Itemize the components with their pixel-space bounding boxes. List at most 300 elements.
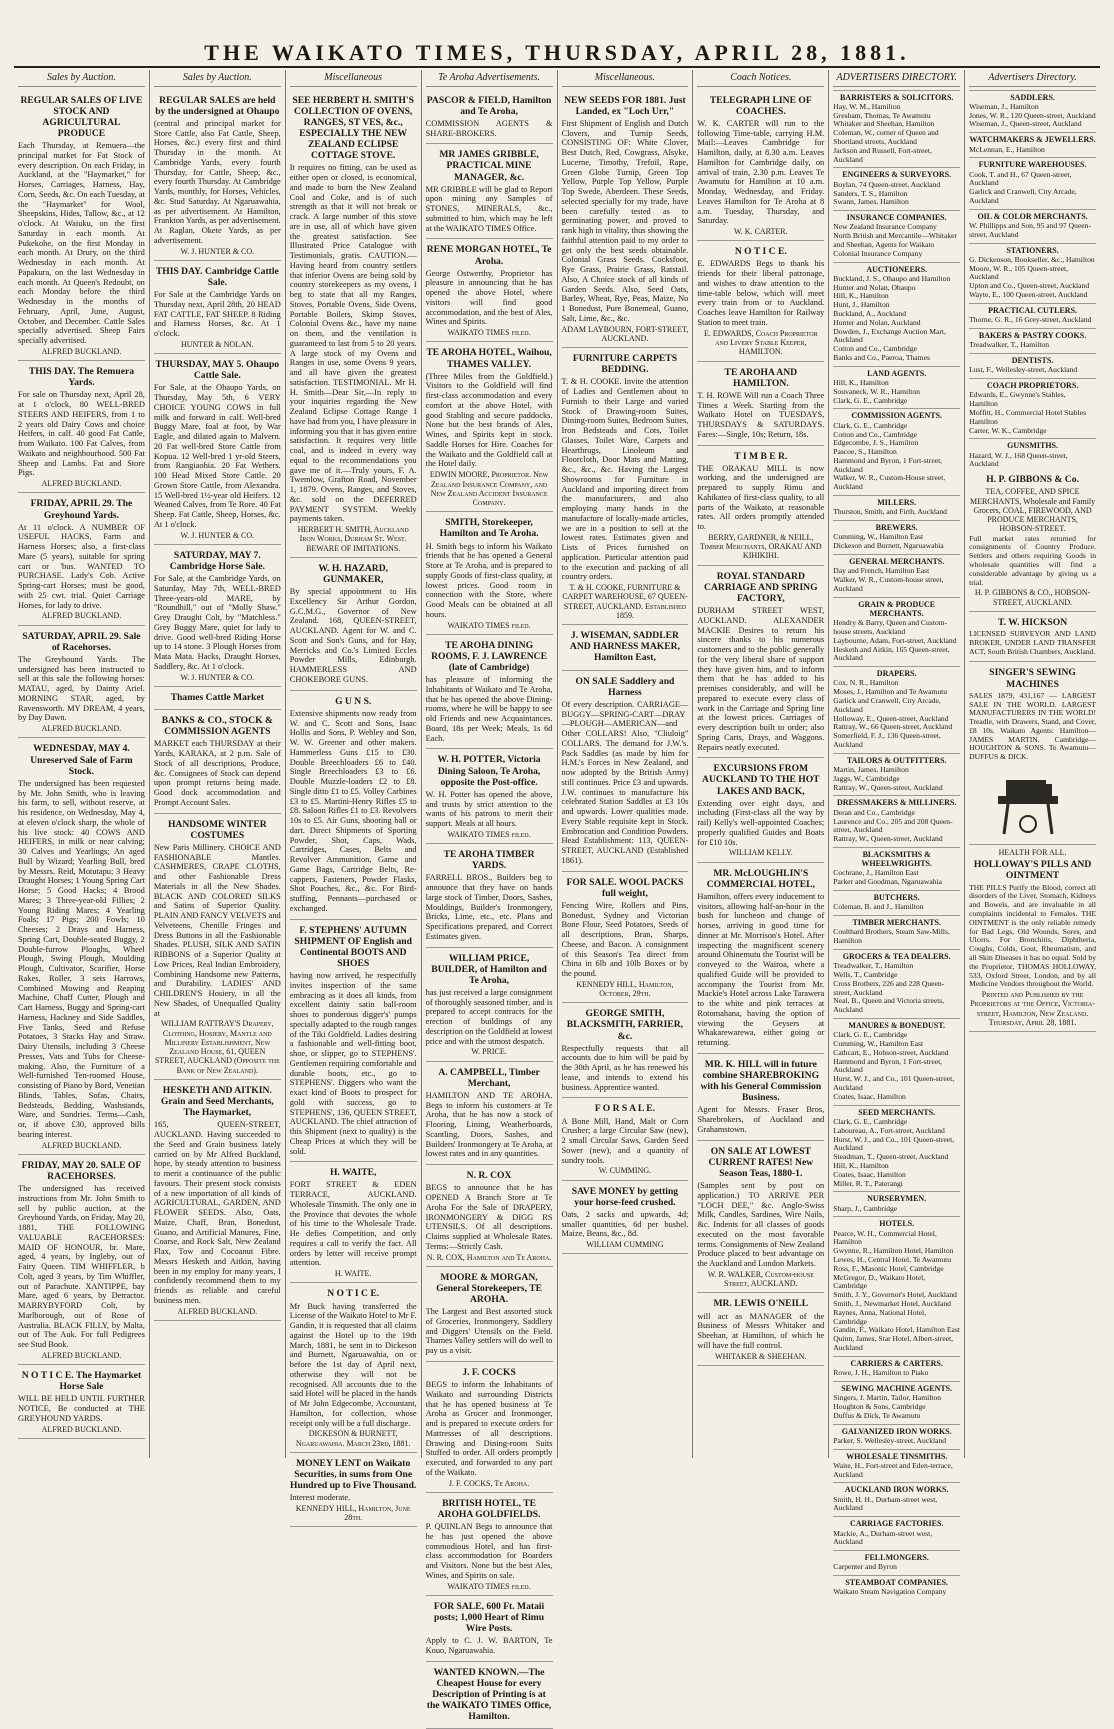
ad-signature: WILLIAM CUMMING	[586, 1240, 664, 1250]
advertisement	[697, 90, 824, 242]
advertisement	[154, 261, 281, 354]
directory-entry: Miller, R. T., Paterangi	[833, 1178, 903, 1188]
directory-section: GENERAL MERCHANTS.	[833, 554, 960, 566]
directory-entry: McLennan, E., Hamilton	[969, 144, 1045, 154]
ad-signature: T. & H. COOKE, FURNITURE & CARPET WAREHOUSE, 67 QUEEN-STREET, AUCKLAND. Established 1859.	[562, 583, 688, 620]
directory-entry: Hesketh and Aitkin, 165 Queen-street, Auckland	[833, 644, 950, 663]
ad-title: G U N S.	[335, 695, 372, 707]
ad-title: W. H. POTTER, Victoria Dining Saloon, Te Aroha, opposite the Post-office.	[437, 754, 541, 788]
ad-title: BRITISH HOTEL, TE AROHA GOLDFIELDS.	[437, 1497, 541, 1520]
column-heading: Te Aroha Advertisements.	[426, 72, 553, 87]
advertisement	[426, 844, 553, 948]
advertisement	[426, 635, 553, 750]
directory-section: TAILORS & OUTFITTERS.	[833, 753, 960, 765]
directory-section: COACH PROPRIETORS.	[969, 378, 1096, 390]
ad-title: N O T I C E.	[734, 246, 787, 258]
directory-entry: Hunt, J., Hamilton	[833, 300, 890, 310]
ad-signature: HERBERT H. SMITH, Auckland Iron Works, Durham St. West. BEWARE OF IMITATIONS.	[297, 525, 409, 553]
ad-title: TELEGRAPH LINE OF COACHES.	[709, 94, 812, 117]
directory-section: DENTISTS.	[969, 353, 1096, 365]
ad-title: F O R S A L E.	[594, 1103, 656, 1115]
ad-signature: ALFRED BUCKLAND.	[41, 1350, 122, 1360]
ad-title: THIS DAY. The Remuera Yards.	[28, 366, 135, 389]
directory-section: TIMBER MERCHANTS.	[833, 915, 960, 927]
column-4	[422, 70, 558, 1723]
directory-entry: Souvaneck, W. R., Hamilton	[833, 386, 920, 396]
ad-body: 165, QUEEN-STREET, AUCKLAND. Having succeeded to the Seed and Grain business lately carried on by Mr Alfred Buckland, hope, by steady attention to business to merit a continuance of the public favours. Their present stock consists of a new importation of all kinds of AGRICULTURAL, GARDEN, AND FLOWER SEEDS. Also, Oats, Maize, Chaff, Bran, Bonedust, Guano, and Artificial Manures, Fine, Coarse, and Rock Salt, New Zealand Flax, Tow and Cocoanut Fibre. Messrs Hesketh and Aitkin, having been in my employ for many years, I confidently recommend them to my friends as reliable and careful business men.	[153, 1120, 281, 1305]
directory-entry: North British and Mercantile—Whitaker and Sheehan, Agents for Waikato	[833, 231, 958, 249]
advertisement	[426, 1165, 553, 1267]
directory-entry: Coleman, B. and J., Hamilton	[833, 902, 924, 912]
advertisement	[154, 1080, 281, 1321]
directory-entry: Cox, N. R., Hamilton	[833, 678, 899, 688]
column-heading: Miscellaneous	[290, 72, 417, 87]
ad-body: MR GRIBBLE will be glad to Report upon mining any Samples of STONES, MINERALS, &c., submitted to him, which may be left at the WAIKATO TIMES Office.	[425, 184, 553, 233]
directory-entry: Sharp, J., Cambridge	[833, 1203, 898, 1213]
directory-entry: Quinn, James, Star Hotel, Albert-street, Auckland	[833, 1334, 954, 1352]
directory-entry: Carpenter and Byron	[833, 1562, 897, 1572]
ad-body: P. QUINLAN Begs to announce that he has just opened the above commodious Hotel, and has first-class accommodation for Boarders and Visitors. None but the best Ales, Wines, and Spirits on sale.	[425, 1522, 553, 1580]
ad-title: FRIDAY, APRIL 29. The Greyhound Yards.	[30, 498, 133, 521]
ad-body: (Samples sent by post on application.) TO ARRIVE PER "LOCH DEE," &c. Anglo-Swiss Milk, Candles, Sardines, Wire Nails, &c. Indents for all classes of goods executed on the most favorable terms. Consignments of New Zealand Produce placed to best advantage on the Auckland and London Markets.	[697, 1181, 825, 1269]
gibbons-subtitle: TEA, COFFEE, AND SPICE MERCHANTS, Wholesale and Family Grocers, COAL, FIREWOOD, AND PRODUCE MERCHANTS, HOBSON-STREET.	[969, 487, 1096, 534]
ad-body: (central and principal market for Store Cattle, also Fat Cattle, Sheep, Horses, &c.) every first and third Thursday in the month. At Cambridge Yards, every fourth Thursday, for Cattle, Sheep, &c., every fourth Thursday. At Cambridge Yards, monthly, for Horses, Vehicles, &c. Stud Saturday. At Ngaruawahia, as per advertisement. At Hamilton, Frankton Yards, as per advertisement. At Raglan, Okete Yards, as per advertisement.	[153, 118, 281, 245]
ad-signature: W. CUMMING.	[598, 1166, 652, 1176]
directory-section: GALVANIZED IRON WORKS.	[833, 1424, 960, 1436]
directory-entry: Pearce, W. H., Commercial Hotel, Hamilton	[833, 1228, 937, 1247]
advertisement	[426, 749, 553, 844]
directory-section: BLACKSMITHS & WHEELWRIGHTS.	[833, 847, 960, 869]
directory-entry: Coulthard Brothers, Steam Saw-Mills, Hamilton	[833, 927, 950, 946]
directory-entry: Somerfield, F. J., 136 Queen-street, Auckland	[833, 731, 941, 750]
ad-signature: W. J. HUNTER & CO.	[180, 246, 255, 256]
directory-entry: Moses, J., Hamilton and Te Awamutu	[833, 687, 948, 697]
directory-entry: Hunter and Nolan, Ohaupo	[833, 282, 916, 292]
directory-entry: Rattray, W., Queen-street, Auckland	[833, 834, 943, 844]
directory-section: NURSERYMEN.	[833, 1191, 960, 1203]
directory-entry: Hamilton	[969, 416, 998, 426]
ad-body: Of every description. CARRIAGE—BUGGY—SPRING-CART—DRAY—PLOUGH—AMERICAN—and Other COLLARS! Also, "Cliuloig" COLLARS. The demand for J.W.'s. Pack Saddles (as made by him for H.M.'s Forces in New Zealand, and now adopted by the British Army) still continues. Price £3 and upwards. J.W. continues to manufacture his celebrated Station Saddles at £3 10s and upwards. Lower qualities made. Every Stable requisite kept in Stock. Embrocation and Condition Powders. Head Establishment: 113, QUEEN-STREET, AUCKLAND (Established 1861).	[561, 699, 689, 865]
ad-body: At 11 o'clock. A NUMBER OF USEFUL HACKS, Farm and Harness Horses; also, a first-class Mare (5 years), suitable for spring cart or 'bus. WANTED TO PURCHASE. Lady's Cob. Active Spring-cart Horses; must be good, with 25 cwt. trial. Quiet Carriage Horses, for lady to drive.	[18, 522, 145, 610]
directory-entry: Duffus & Dick, Te Awamutu	[833, 1410, 921, 1420]
ad-title: T I M B E R.	[734, 450, 788, 462]
advertisement	[18, 1155, 145, 1365]
column-5	[558, 70, 694, 1458]
ad-title: SAVE MONEY by getting your horse-feed crushed.	[571, 1185, 679, 1208]
ad-title: BANKS & CO., STOCK & COMMISSION AGENTS	[161, 715, 273, 738]
ad-body: Each Thursday, at Remuera—the principal market for Fat Stock of every description. On each Friday, in Auckland, at the "Haymarket," for Horses, Carriages, Harness, Hay, Corn, Seeds, &c. On each Tuesday, at the "Haymarket" for Wool, Sheepskins, Hides, Tallow, &c., at 12 o'clock. At Waiuku, on the first Saturday in each month. At Pukekohe, on the first Monday in each month. At Drury, on the third Wednesday in each month. At Papakura, on the last Wednesday in each month. At Queen's Redoubt, on each Monday before the third Wednesday in the months of February, April, June, August, October, and December. Cattle Sales specially advertised. Sheep Fairs specially advertised.	[18, 141, 145, 346]
advertisement	[154, 354, 281, 545]
ad-title: FOR SALE, 600 Ft. Mataii posts; 1,000 Heart of Rimu Wire Posts.	[433, 1600, 545, 1635]
directory-entry: Coates, Isaac, Hamilton	[833, 1091, 906, 1101]
directory-entry: Cumming, W., Hamilton East	[833, 532, 924, 542]
sewing-machine-illustration	[969, 766, 1096, 836]
ad-signature: ALFRED BUCKLAND.	[41, 724, 122, 734]
directory-entry: Day and French, Hamilton East	[833, 566, 930, 576]
directory-section: GUNSMITHS.	[969, 438, 1096, 450]
ad-signature: BERRY, GARDNER, & NEILL, Timber Merchants, ORAKAU AND KIHIKIHI.	[699, 532, 822, 561]
directory-section: MANURES & BONEDUST.	[833, 1018, 960, 1030]
directory-section: FURNITURE WAREHOUSES.	[969, 157, 1096, 169]
ad-title: PASCOR & FIELD, Hamilton and Te Aroha,	[426, 94, 552, 117]
ad-body: has just received a large consignment of thoroughly seasoned timber, and is prepared to accept contracts for the erection of buildings of any description on the Goldfield at lowest price and with the utmost despatch.	[425, 987, 553, 1046]
directory-section: MILLERS.	[833, 495, 960, 507]
advertisement	[562, 872, 689, 1004]
directory-entry: Clark, G. E., Cambridge	[833, 1116, 908, 1126]
column-heading: Sales by Auction.	[154, 72, 281, 87]
directory-entry: Hunter and Nolan, Auckland	[833, 317, 921, 327]
advertisement	[697, 1293, 824, 1365]
directory-entry: Martin, James, Hamilton	[833, 765, 909, 775]
ad-signature: WAIKATO TIMES filed.	[447, 620, 531, 630]
directory-entry: Parker, S. Wellesley-street, Auckland	[833, 1435, 947, 1445]
directory-section: BREWERS.	[833, 520, 960, 532]
masthead-title: THE WAIKATO TIMES, THURSDAY, APRIL 28, 1881.	[204, 40, 910, 65]
ad-body: Respectfully requests that all accounts due to him will be paid by the 30th April, as he has renewed his lease, and intends to extend his business. Apprentice wanted.	[561, 1043, 689, 1092]
ad-signature: WHITAKER & SHEEHAN.	[715, 1351, 807, 1361]
directory-section: PRACTICAL CUTLERS.	[969, 303, 1096, 315]
gibbons-advertisement	[969, 469, 1096, 612]
advertisement	[426, 1493, 553, 1596]
advertisement	[697, 566, 824, 759]
directory-section: FELLMONGERS.	[833, 1550, 960, 1562]
directory-entry: Jackson and Russell, Fort-street, Auckland	[833, 145, 932, 164]
ad-title: FRIDAY, MAY 20. SALE OF RACEHORSES.	[21, 1159, 142, 1182]
directory-entry: W. Phillipps and Son, 95 and 97 Queen-street, Auckland	[969, 221, 1091, 239]
ad-signature: ALFRED BUCKLAND.	[41, 1424, 122, 1434]
ad-body: Extensive shipments now ready from W. and C. Scott and Sons, Isaac Hollis and Sons, P. Webley and Son, W. W. Greener and other makers. Hammerless Guns £15 to £30. Double Breechloaders £6 to £40. Single Breechloaders £3 to £6. Double Muzzle-loaders £2 to £8. Single ditto £1 to £5. Volley Carbines £3 to £5. Martini-Henry Rifles £5 to £8. Saloon Rifles £1 to £3. Revolvers 10s to £5. Air Guns, shooting ball or dart. Direct Shipments of Sporting Powder, Shot, Caps, Wads, Cartridges, Cases, Belts and Revolver Ammunition, Game and Game Bags, Cartridge Belts, Re-cappers, Fasteners, Powder Flasks, Shot Pouches, &c., &c. For Bird-stuffing, Pennants—purchased or exchanged.	[289, 708, 417, 913]
ad-body: FORT STREET & EDEN TERRACE, AUCKLAND. Wholesale Tinsmith. The only one in the Province that devotes the whole of his time to the Wholesale Trade. He defies Competition, and only requires a call to verify the fact. All orders by letter will receive prompt attention.	[289, 1180, 417, 1268]
directory-entry: Boylan, 74 Queen-street, Auckland	[833, 179, 941, 189]
directory-entry: Gwynne, R., Hamilton Hotel, Hamilton	[833, 1246, 954, 1256]
advertisement	[290, 558, 417, 691]
directory-entry: Hammond and Byron, 1 Fort-street, Auckland	[833, 1056, 943, 1075]
directory-entry: Singers, J. Martin, Tailor, Hamilton	[833, 1393, 942, 1403]
directory-entry: Sanders, T. S., Hamilton	[833, 188, 908, 198]
directory-entry: Hill, K., Hamilton	[833, 1160, 889, 1170]
advertisement	[290, 90, 417, 558]
directory-entry: Ross, F., Masonic Hotel, Cambridge	[833, 1263, 944, 1273]
directory-entry: Hurst, W. J., and Co., 101 Queen-street, Auckland	[833, 1074, 955, 1093]
directory-entry: Banks and Co., Paeroa, Thames	[833, 352, 930, 362]
directory-entry: Jaggs, W., Cambridge	[833, 773, 900, 783]
directory-section: OIL & COLOR MERCHANTS.	[969, 209, 1096, 221]
ad-title: RENE MORGAN HOTEL, Te Aroha.	[426, 244, 552, 267]
advertisement	[562, 671, 689, 872]
holloway-head: HEALTH FOR ALL.	[998, 848, 1067, 858]
ad-body: DURHAM STREET WEST, AUCKLAND. ALEXANDER MACKIE Desires to return his sincere thanks to his numerous customers and to the public generally for the very liberal share of support they have given him, and to inform them that he has added to his premises considerably, and will be prepared to execute every class of work in the Carriage and Spring line at the lowest prices. Carriages of every description built to order; also Spring Carts, Drays, and Waggons. Repairs neatly executed.	[697, 606, 825, 752]
ad-signature: W. J. HUNTER & CO.	[180, 530, 255, 540]
ad-title: MONEY LENT on Waikato Securities, in sums from One Hundred up to Five Thousand.	[290, 1457, 417, 1492]
ad-title: HANDSOME WINTER COSTUMES	[167, 818, 267, 841]
ad-title: N O T I C E.	[327, 1288, 380, 1300]
directory-section: ENGINEERS & SURVEYORS.	[833, 167, 960, 179]
ad-body: THE ORAKAU MILL is now working, and the undersigned are prepared to supply Rimu and Kahikatea of first-class quality, to all parts of the Waikato, at reasonable rates. All orders promptly attended to.	[697, 463, 825, 532]
advertisement	[154, 90, 281, 261]
ad-title: SATURDAY, MAY 7. Cambridge Horse Sale.	[169, 549, 265, 573]
ad-title: MR. LEWIS O'NEILL	[713, 1298, 809, 1310]
directory-entry: Gresham, Thomas, Te Awamutu	[833, 110, 931, 120]
ad-signature: J. F. COCKS, Te Aroha.	[448, 1478, 530, 1488]
directory-entry: Coleman, W., corner of Queen and Shortland streets, Auckland	[833, 128, 939, 147]
advertisement	[426, 342, 553, 512]
directory-entry: Rattray, W., Queen-street, Auckland	[833, 782, 943, 792]
ad-body: A Bone Mill, Hand, Malt or Corn Crusher; a large Circular Saw (new), 2 small Circular Saws, Garden Seed Sower (new), and a quantity of sundry tools.	[561, 1116, 689, 1165]
ad-signature: N. R. COX, Hamilton and Te Aroha.	[426, 1252, 552, 1262]
advertisement	[697, 362, 824, 446]
directory-entry: Dowden, J., Exchange Auction Mart, Auckland	[833, 326, 946, 345]
directory-entry: Wayte, E., 100 Queen-street, Auckland	[969, 290, 1088, 300]
directory-entry: Laybourne, Adam, Fort-street, Auckland	[833, 635, 957, 645]
ad-body: Oats, 2 sacks and upwards, 4d; smaller quantities, 6d per bushel. Maize, Beans, &c., 8d.	[561, 1209, 689, 1239]
advertisement	[697, 1054, 824, 1141]
advertisement	[562, 90, 689, 349]
directory-entry: Swann, James, Hamilton	[833, 197, 909, 207]
ad-title: MR JAMES GRIBBLE, PRACTICAL MINE MANAGER, &c.	[439, 149, 539, 183]
gibbons-title: H. P. GIBBONS & Co.	[986, 474, 1079, 486]
directory-entry: Hurst, W. J., and Co., 101 Queen-street, Auckland	[833, 1134, 955, 1153]
advertisement	[426, 1362, 553, 1493]
ad-title: WEDNESDAY, MAY 4. Unreserved Sale of Farm Stock.	[30, 743, 133, 777]
ad-signature: ALFRED BUCKLAND.	[41, 346, 122, 356]
ad-title: MOORE & MORGAN, General Storekeepers, TE AROHA.	[436, 1271, 543, 1306]
ad-body: New Paris Millinery. CHOICE AND FASHIONABLE Mantles. CASHMERES, CRAPE CLOTHS, and other Fashionable Dress Materials in all the New Shades. BLACK AND COLORED SILKS and Satins of Superior Quality. PLAIN AND FANCY VELVETS and Velveteens, Chenille Fringes and Dress Buttons in all the Fashionable Shades. PLUSH, SILK AND SATIN RIBBONS of a Superior Quality at Low Prices, Real Indian Embroidery, Combining Handsome new Patterns, and Durability. LADIES' AND CHILDREN'S Hosiery, in all the New Shades, of Unequalled Quality at	[153, 842, 281, 1018]
ad-title: THURSDAY, MAY 5. Ohaupo Cattle Sale.	[155, 359, 280, 382]
ad-body: BEGS to announce that he has OPENED A Branch Store at Te Aroha For the Sale of DRAPERY, IRONMONGERY & DIGG RS UTENSILS. Of all descriptions. Claims supplied at Wholesale Rates. Terms:—Strictly Cash.	[425, 1183, 553, 1251]
singer-title: SINGER'S SEWING MACHINES	[989, 667, 1076, 690]
ad-body: For Sale at the Cambridge Yards on Thursday next, April 28th, 20 HEAD FAT CATTLE, FAT SHEEP. 8 Riding and Harness Horses, &c. At 1 o'clock.	[153, 290, 281, 339]
directory-entry: Treadwalker, T., Hamilton	[969, 340, 1050, 350]
advertisement	[697, 863, 824, 1054]
column-heading: Coach Notices.	[697, 72, 824, 87]
ad-title: J. WISEMAN, SADDLER AND HARNESS MAKER, Hamilton East,	[569, 630, 680, 664]
directory-entry: Cathcart, E., Hobson-street, Auckland	[833, 1047, 949, 1057]
gibbons-body: Full market rates returned for consignments of Country Produce. Settlers and others requiring Goods in wholesale quantities will find a considerable advantage by giving us a trial.	[969, 533, 1096, 587]
ad-body: Hamilton, offers every inducement to visitors, allowing half-an-hour in the bush for luncheon and change of horses, arriving in good time for dinner at Mr. Morrison's Hotel. After inspecting the magnificent scenery around Ohinemutu the Tourist will be conveyed to the Wairoa, where a qualified Guide will be provided to accompany the Tourist from Mr. Mackie's Hotel across Lake Tarawera to the white and pink terraces at Rotomahana, having the option of viewing the Geysers at Whakarewarewa, either going or returning.	[697, 891, 825, 1048]
directory-section: SADDLERS.	[969, 90, 1096, 102]
ad-body: For Sale, at the Ohaupo Yards, on Thursday, May 5th, 6 VERY CHOICE YOUNG COWS in full milk and forward in calf. Well-bred Buggy Mare, foal at foot, by War Eagle, and dilated again to Malvern. 20 Fat well-bred Store Cattle from Kopua. 12 Well-bred 1 yr-old Steers, from Rangiaohia. 20 Fat Wethers. 100 Head Mixed Store Cattle. 20 Grown Store Cattle, from Alexandra. 15 Well-bred 1½-year old Heifers. 12 Weaned Calves, from Te Rore. 40 Fat Sheep. Fat Cattle, Sheep, Horses, &c. At 1 o'clock.	[153, 383, 281, 529]
ad-title: ON SALE Saddlery and Harness	[575, 675, 675, 698]
directory-section: AUCKLAND IRON WORKS.	[833, 1482, 960, 1494]
directory-section: WHOLESALE TINSMITHS.	[833, 1449, 960, 1461]
directory-entry: Raynes, Anna, National Hotel, Cambridge	[833, 1307, 927, 1326]
ad-title: GEORGE SMITH, BLACKSMITH, FARRIER, &c.	[566, 1008, 684, 1042]
hickson-advertisement	[969, 612, 1096, 663]
directory-entry: Holloway, E., Queen-street, Auckland	[833, 713, 949, 723]
advertisement	[426, 1062, 553, 1166]
advertisement	[562, 625, 689, 670]
directory-section: GRAIN & PRODUCE MERCHANTS.	[833, 597, 960, 619]
advertisement	[154, 545, 281, 687]
ad-signature: W. R. WALKER, Custom-house Street, AUCKLAND.	[707, 1269, 814, 1289]
ad-body: HAMILTON AND TE AROHA. Begs to inform his customers at Te Aroha, that he has now a stock of Flooring, Lining, Weatherboards, Scantling, Doors, Sashes, and Builders' Ironmongery at Te Aroha, at lowest rates and in any quantities.	[425, 1090, 553, 1159]
advertisement	[426, 512, 553, 635]
advertisement	[562, 1003, 689, 1098]
column-3	[286, 70, 422, 1523]
ad-signature: DICKESON & BURNETT, Ngaruawahia. March 23rd, 1881.	[295, 1429, 411, 1448]
advertisement	[290, 1283, 417, 1452]
ad-signature: ALFRED BUCKLAND.	[177, 1306, 258, 1316]
ad-signature: WILLIAM KELLY.	[728, 848, 793, 858]
directory-entry: Dickeson and Burnett, Ngaruawahia	[833, 541, 944, 551]
column-heading: Miscellaneous.	[562, 72, 689, 87]
directory-entry: Moore, W. R., 105 Queen-street, Auckland	[969, 263, 1069, 282]
directory-entry: Walker, W. R., Custom-house street, Auckland	[833, 575, 944, 593]
ad-signature: EDWIN MOORE, Proprietor. New Zealand Insurance Company, and New Zealand Accident Insurance Company.	[429, 470, 549, 508]
directory-section: BARRISTERS & SOLICITORS.	[833, 90, 960, 102]
ad-title: A. CAMPBELL, Timber Merchant,	[438, 1066, 540, 1089]
advertisement	[18, 361, 145, 493]
directory-entry: Clark, G. E., Cambridge	[833, 420, 908, 430]
ad-signature: HUNTER & NOLAN.	[180, 339, 254, 349]
directory-entry: Pascoe, S., Hamilton	[833, 447, 897, 457]
ad-body: Fencing Wire, Rollers and Pins, Bonedust, Sydney and Victorian Bone Flour, Seed Potatoes, Seeds of all descriptions, Bran, Sharps, Cheese, and Bacon. A consignment of this Season's Tea direct from China in 6lb and 10lb Boxes or by the pound.	[561, 900, 689, 979]
directory-entry: Upton and Co., Queen-street, Auckland	[969, 281, 1090, 291]
ad-title: TE AROHA TIMBER YARDS.	[443, 849, 535, 872]
ad-signature: KENNEDY HILL, Hamilton, October, 29th.	[576, 979, 674, 999]
directory-section: DRAPERS.	[833, 666, 960, 678]
directory-entry: Lust, F., Wellesley-street, Auckland	[969, 365, 1078, 375]
directory-section: DRESSMAKERS & MILLINERS.	[833, 795, 960, 807]
ad-title: J. F. COCKS	[462, 1366, 516, 1378]
advertisement	[18, 493, 145, 625]
directory-section: STEAMBOAT COMPANIES.	[833, 1575, 960, 1587]
hickson-body: LICENSED SURVEYOR AND LAND BROKER, UNDER LAND TRANSFER ACT, South British Chambers, Auckland.	[969, 629, 1096, 656]
directory-entry: Thorne, G. R., 16 Grey-street, Auckland	[969, 315, 1092, 325]
holloway-body: THE PILLS Purify the Blood, correct all disorders of the Liver, Stomach, Kidneys and Bowels, and are invaluable in all complaints incidental to Females. THE OINTMENT is the only reliable remedy for Bad Legs, Old Wounds, Sores, and Ulcers. For Bronchitis, Diphtheria, Coughs, Colds, Gout, Rheumatism, and all Skin Diseases it has no equal. Sold by the Proprietor, THOMAS HOLLOWAY, 533, Oxford Street, London, and by all Medicine Vendors throughout the World.	[969, 882, 1096, 989]
directory-entry: Whitaker and Sheehan, Hamilton	[833, 119, 935, 129]
advertisement	[426, 239, 553, 342]
ad-title: HESKETH AND AITKIN. Grain and Seed Merchants, The Haymarket,	[160, 1084, 274, 1119]
directory-entry: G. Dickenson, Bookseller, &c., Hamilton	[969, 254, 1095, 264]
directory-section: COMMISSION AGENTS.	[833, 408, 960, 420]
ad-signature: WAIKATO TIMES filed.	[447, 1581, 531, 1591]
ad-body: By special appointment to His Excellency Sir Arthur Gordon, G.C.M.G., Governor of New Zealand. 168, QUEEN-STREET, AUCKLAND. Agent for W. and C. Scott and Son's Guns, and for Hay, Merricks and Co.'s Limited Eccles Powder Mills, Edinburgh. HAMMERLESS AND CHOKEBORE GUNS.	[289, 587, 417, 684]
directory-entry: McGregor, D., Waikato Hotel, Cambridge	[833, 1272, 926, 1291]
ad-title: REGULAR SALES are held by the undersigned at Ohaupo	[155, 94, 280, 117]
directory-entry: Hammond and Byron, 1 Fort-street, Auckland	[833, 455, 943, 474]
directory-entry: Colonial Insurance Company	[833, 248, 923, 258]
advertisement	[426, 144, 553, 239]
gibbons-signature: H. P. GIBBONS & CO., HOBSON-STREET, AUCKLAND.	[974, 588, 1091, 607]
directory-entry: Coates, Isaac, Hamilton	[833, 1169, 906, 1179]
advertisement	[697, 446, 824, 566]
directory-entry: Rowe, J. H., Hamilton to Piako	[833, 1368, 929, 1378]
directory-entry: Edgecombe, J. S., Hamilton	[833, 438, 919, 448]
ad-title: TE AROHA DINING ROOMS, F. J. LAWRENCE (late of Cambridge)	[431, 639, 547, 674]
ad-signature: W. J. HUNTER & CO.	[180, 672, 255, 682]
ad-title: SEE HERBERT H. SMITH'S COLLECTION OF OVENS, RANGES, ST VES, &c., ESPECIALLY THE NEW ZEALAND ECLIPSE COTTAGE STOVE.	[292, 94, 414, 162]
ad-body: Agent for Messrs. Fraser Bros, Sharebrokers, of Auckland and Grahamstown.	[697, 1105, 825, 1134]
ad-body: has pleasure of informing the Inhabitants of Waikato and Te Aroha, that he has opened the above Dining-rooms, where he will be happy to see old Friends and new Acquaintances. Board, 18s per Week; Meals, 1s 6d Each.	[425, 675, 553, 743]
ad-signature: WAIKATO TIMES filed.	[447, 829, 531, 839]
ad-title: WILLIAM PRICE, BUILDER, of Hamilton and Te Aroha,	[431, 952, 547, 986]
ad-signature: ALFRED BUCKLAND.	[41, 1140, 122, 1150]
ad-title: Thames Cattle Market	[170, 691, 264, 703]
directory-heading: Advertisers Directory.	[969, 72, 1096, 87]
directory-entry: Cross Brothers, 226 and 228 Queen-street, Auckland	[833, 978, 945, 997]
advertisement	[290, 920, 417, 1163]
singer-advertisement	[969, 662, 1096, 845]
columns-area	[14, 70, 1100, 1723]
ad-body: WILL BE HELD UNTIL FURTHER NOTICE, Be conducted at THE GREYHOUND YARDS.	[18, 1394, 145, 1423]
holloway-advertisement	[969, 845, 1096, 1032]
advertisement	[697, 241, 824, 361]
ad-body: For sale on Thursday next, April 28, at 1 o'clock, 80 WELL-BRED STEERS AND HEIFERS, from 1 to 2 years old Dairy Cows and choice Heifers, in calf. 40 good Fat Cattle, from Waikato. 100 Fat Calves, from Waikato and neighbourhood. 500 Fat Sheep and Lambs. Fat and Store Pigs.	[18, 390, 145, 478]
directory-entry: Jones, W. R., 120 Queen-street, Auckland	[969, 110, 1096, 120]
ad-title: SATURDAY, APRIL 29. Sale of Racehorses.	[22, 630, 141, 653]
directory-entry: Buckland, J. S., Ohaupo and Hamilton	[833, 273, 951, 283]
column-heading: Sales by Auction.	[18, 72, 145, 87]
ad-signature: ALFRED BUCKLAND.	[41, 611, 122, 621]
directory-entry: Smith, H. H., Durham-street west, Auckland	[833, 1494, 938, 1513]
ad-title: FOR SALE. WOOL PACKS full weight,	[566, 876, 684, 899]
directory-entry: Deran and Co., Cambridge	[833, 807, 915, 817]
ad-body: W. K. CARTER will run to the following Time-table, carrying H.M. Mail:—Leaves Cambridge for Hamilton, daily, at 8.30 a.m. Leaves Hamilton for Cambridge daily, on arrival of train, 2.30 p.m. Leaves Te Awamutu for Hamilton at 10 a.m. Monday, Wednesday, and Friday. Leaves Hamilton for Te Aroha at 8 a.m. Tuesday, Thursday, and Saturday.	[697, 118, 825, 226]
directory-entry: Rattray, W., 66 Queen-street, Auckland	[833, 722, 953, 732]
holloway-signature: Printed and Published by the Proprietors at the Office, Victoria-street, Hamilton, New Zealand. Thursday, April 28, 1881.	[970, 990, 1095, 1027]
advertisement	[290, 1162, 417, 1283]
directory-entry: Hendry & Barry, Queen and Custom-house streets, Auckland	[833, 618, 948, 636]
directory-entry: Treadwalker, T., Hamilton	[833, 961, 914, 971]
advertisement	[426, 1267, 553, 1362]
column-1	[14, 70, 150, 1458]
ad-body: It requires no fitting, can be used as either open or closed, is economical, and made to burn the New Zealand Coal and Coke, and is of such strength as that it will not break or crack. A large number of this stove are in use, all of which have given the greatest satisfaction. See Illustrated Price Catalogue with Testimonials, gratis. CAUTION.—Having heard from country settlers that inferior Ovens are being sold by country storekeepers as my ovens, I beg to state that all my Ranges, Stoves, Portable Ovens, Side Ovens, Portable Boilers, Skimp Stoves, Colonial Ovens &c., have my name on them, and the ventilation is guaranteed to last from 5 to 20 years. A large stock of my Ovens and Ranges in use, some Ovens 9 years, and all have given the greatest satisfaction. TESTIMONIAL. Mr H. H. Smith—Dear Sir,—In reply to your inquiries regarding the New Zealand Eclipse Cottage Range I have had from you, I have pleasure in informing you that it has given entire satisfaction. It requires very little coal, and is indeed in every way equal to the recommendations you gave me of it.—Truly yours, F. A. Twemlow, Grafton Road, November 1, 1879. Ovens, Ranges, and Stoves, &c. sold on the DEFERRED PAYMENT SYSTEM. Weekly payments taken.	[289, 163, 417, 524]
advertisement	[426, 948, 553, 1062]
directory-section: STATIONERS.	[969, 243, 1096, 255]
directory-entry: Lewes, H., Central Hotel, Te Awamutu	[833, 1255, 952, 1265]
directory-entry: Wells, T., Cambridge	[833, 970, 898, 980]
masthead	[14, 36, 1100, 68]
ad-title: F. STEPHENS' AUTUMN SHIPMENT OF English and Continental BOOTS AND SHOES	[294, 924, 412, 969]
directory-section: SEED MERCHANTS.	[833, 1105, 960, 1117]
directory-entry: Cotton and Co., Cambridge	[833, 344, 917, 354]
ad-body: MARKET each THURSDAY at their Yards, KARAKA, at 2 p.m. Sale of Stock of all descriptions, Produce, &c. Consignees of Stock can depend upon prompt returns being made. Good dock accommodation and Prompt Account Sales.	[153, 739, 281, 807]
directory-entry: Walker, W. R., Custom-House street, Auckland	[833, 473, 946, 492]
ad-body: BEGS to inform the Inhabitants of Waikato and surrounding Districts that he has opened business at Te Aroha as Grocer and Ironmonger, and is prepared to execute orders for Mattresses of all descriptions. Drawing and Dining-room Suits Stuffed to order. All orders promptly executed, and forwarded to any part of the Waikato.	[425, 1380, 553, 1477]
singer-body: SALES 1879, 431,167 — LARGEST SALE IN THE WORLD. LARGEST MANUFACTURERS IN THE WORLD! Treadle, with Drawers, Stand, and Cover, £8 10s. Waikato Agents: Hamilton—JAMES MARTIN. Cambridge—HOUGHTON & SONS. Te Awamutu—DUFFUS & DICK.	[969, 690, 1096, 762]
advertisement	[154, 687, 281, 710]
directory-entry: Waite, H., Fort-street and Eden-terrace, Auckland	[833, 1460, 953, 1479]
ad-body: H. Smith begs to inform his Waikato friends that he has opened a General Store at Te Aroha, and is prepared to supply Goods of first-class quality, at lowest prices. Good room in connection with the Store, where Good Meals can be obtained at all hours.	[425, 541, 553, 619]
ad-signature: W. PRICE.	[471, 1047, 507, 1057]
ad-title: ON SALE AT LOWEST CURRENT RATES! New Season Teas, 1880-1.	[708, 1145, 814, 1179]
ad-body: E. EDWARDS Begs to thank his friends for their liberal patronage, and wishes to draw attention to the time-table below, which will meet every train from or to Auckland. Coaches leave Hamilton for Railway Station to meet train.	[697, 259, 825, 327]
ad-body: T. H. ROWE Will run a Coach Three Times a Week. Starting from the Waikato Hotel on TUESDAYS, THURSDAYS & SATURDAYS. Fares:—Single, 10s; Return, 18s.	[697, 390, 825, 439]
advertisement	[18, 90, 145, 362]
directory-entry: Edwards, E., Gwynne's Stables, Hamilton	[969, 390, 1066, 409]
advertisement	[697, 1141, 824, 1294]
ad-body: Extending over eight days, and including (First-class all the way by rail) Kelly's well-appointed Coaches; properly qualified Guides and Boats for £10 10s.	[697, 798, 825, 847]
ad-body: (Three Miles from the Goldfield.) Visitors to the Goldfield will find first-class accommodation and every comfort at the above Hotel, with good Stabling and secure paddocks. None but the best brands of Ales, Wines, and Spirits kept in stock. Saddle Horses for Hire. Coaches for the Waikato and the Goldfield call at the Hotel daily.	[425, 371, 553, 469]
ad-body: For Sale, at the Cambridge Yards, on Saturday, May 7th, WELL-BRED Three-years-old MARE, by "Roundhill," out of "Molly Shaw." Grey Draught Colt, by "Matchless." Grey Buggy Mare, quiet for lady to drive. Good well-bred Riding Horse up to 14 stone. 3 Plough Horses from Mata Mata. Hacks, Draught Horses, Saddlery, &c. At 1 o'clock.	[153, 574, 281, 671]
ad-body: The undersigned has been requested by Mr. John Smith, who is leaving his farm, to sell, without reserve, at his residence, on Wednesday, May 4, at eleven o'clock sharp, the whole of his live stock: 40 COWS AND HEIFERS, in milk or near calving; 30 Calves and Yearlings; An aged Bull by Wizard; Yearling Bull, bred by Messrs. Reid, Motutapu; 3 Heavy Draught Horses; 1 Young Spring Cart Horse; 5 Good Hacks; 4 Brood Mares; 3 Three-year-old Fillies; 2 Young Riding Mares; 4 Yearling Foals; 17 Pigs; 200 Fowls; 10 Cheeses; 2 Drays and Harness, Spring Cart, Double-seated Buggy, 2 Double-furrow Ploughs, Wheel Plough, Swing Plough, Moulding Plough, Cultivator, Scarifier, Horse Rakes, Roller, 3 sets Harrows, Combined Mowing and Reaping Machine, Chaff Cutter, Plough and Cart Harness, Buggy and Spring-cart Harness, Hackney and Side Saddles, Five Tanks, Seed and Refuse Potatoes, 3 Stacks Hay and Straw. Dairy Utensils, including 3 Cheese Presses, Vats and Tubs for Cheese-making. Also, the Furniture of a Well-furnished Ten-roomed House, consisting of Piano by Bord, Venetian Blinds, Tables, Sofas, Chairs, Bedsteads, Bedding, Washstands, Ware, and Sundries. Terms—Cash, or, if above £30, approved bills bearing interest.	[18, 778, 145, 1139]
directory-entry: Waikato Steam Navigation Company	[833, 1587, 947, 1597]
advertisement	[426, 1596, 553, 1662]
ad-body: Interest moderate.	[289, 1493, 351, 1503]
ad-body: having now arrived, he respectfully invites inspection of the same embracing as it does all kinds, from excellent dainty satin ball-room shoes to ponderous digger's' pumps specially adapted to the rough ranges of the Tiki Goldfield. Ladies desiring a fashionable and well-fitting boot, shoe, or slipper, go to STEPHENS'. Gentlemen requiring comfortable and durable boots, etc., go to STEPHENS'. Diggers who want the exact kind of Boots to prospect for gold with success, go to STEPHENS', 136, QUEEN STREET, AUCKLAND. The chief attraction of this Shipment (next to quality) is the Cheap Prices at which they will be sold.	[289, 971, 417, 1156]
directory-entry: Steadman, T., Queen-street, Auckland	[833, 1152, 949, 1162]
advertisement	[18, 626, 145, 739]
ad-title: TE AROHA AND HAMILTON.	[724, 366, 798, 389]
directory-section: LAND AGENTS.	[833, 366, 960, 378]
ad-title: FURNITURE CARPETS BEDDING.	[572, 353, 678, 376]
directory-entry: Cook, T. and H., 67 Queen-street, Auckland	[969, 169, 1072, 188]
advertisement	[426, 1662, 553, 1729]
directory-entry: Carter, W. K., Cambridge	[969, 425, 1047, 435]
ad-body: T. & H. COOKE. Invite the attention of Ladies and Gentlemen about to Furnish to their Large and varied Stock of Drawing-room Suites, Dining-room Suites, Bedroom Suites, Iron Bedsteads and Cots, Toilet Glasses, Toilet Ware, Carpets and Hearthrugs, Linoleum and Floorcloth, Door Mats and Matting, &c., &c., &c. Having the Largest Showrooms for Furniture in Auckland and importing direct from the manufacturers, and also employing many hands in the manufacture of locally-made articles, we are in a position to sell at the lowest rates. Estimates given and Lists of Prices furnished on application. Particular attention paid to the execution and packing of all country orders.	[561, 377, 689, 582]
ad-title: THIS DAY. Cambridge Cattle Sale.	[155, 265, 279, 288]
